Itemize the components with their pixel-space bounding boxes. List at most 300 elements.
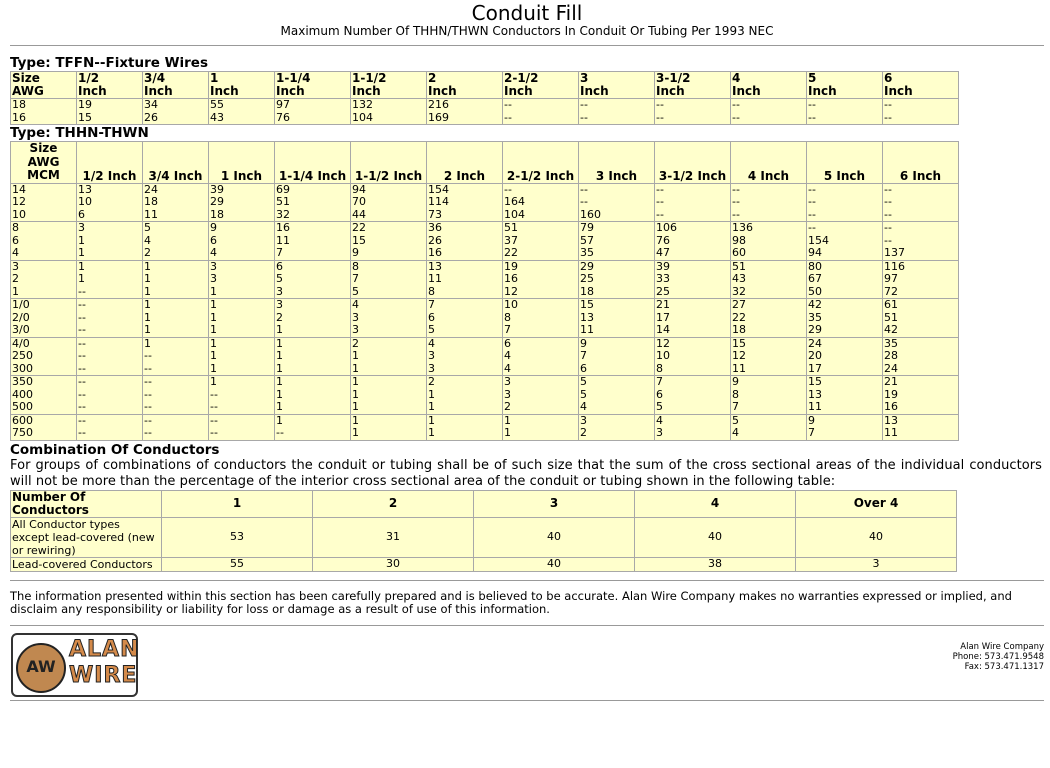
cell-value: --: [884, 207, 892, 221]
cell-value: 80: [808, 260, 822, 273]
cell-value: 1: [428, 414, 435, 427]
cell-value: --: [78, 349, 86, 362]
cell-value: 12: [656, 337, 670, 350]
cell-value: 35: [580, 246, 594, 259]
tffn-column-header: [351, 72, 427, 99]
thhn-cell: [143, 299, 209, 338]
cell-value: 350: [12, 375, 33, 388]
cell-value: 8: [352, 260, 359, 273]
thhn-cell: [731, 414, 807, 440]
cell-value: 6: [12, 233, 19, 247]
thhn-column-header: 2-1/2 Inch: [503, 142, 579, 184]
thhn-group-row: [11, 414, 959, 440]
logo-word-wire: WIRE: [69, 662, 138, 688]
cell-value: --: [78, 323, 86, 336]
percent-value: 53: [162, 517, 313, 557]
cell-value: 16: [12, 110, 26, 124]
cell-value: 11: [732, 361, 746, 375]
cell-value: 1: [144, 298, 151, 311]
cell-value: 1: [144, 272, 151, 285]
percent-value: 40: [635, 517, 796, 557]
cell-value: 11: [276, 233, 290, 247]
cell-value: --: [656, 195, 664, 208]
thhn-group-row: [11, 376, 959, 415]
cell-value: 97: [884, 272, 898, 285]
cell-value: 5: [276, 272, 283, 285]
tffn-cell: [731, 99, 807, 125]
thhn-cell: [731, 376, 807, 415]
cell-value: --: [732, 98, 740, 111]
thhn-cell: [503, 183, 579, 222]
tffn-cell: [209, 99, 275, 125]
thhn-column-header: 3-1/2 Inch: [655, 142, 731, 184]
cell-value: 5: [580, 387, 587, 401]
cell-value: 1: [144, 260, 151, 273]
thhn-cell: [351, 414, 427, 440]
cell-value: 25: [656, 284, 670, 298]
header-line: AWG: [12, 84, 44, 98]
cell-value: 2: [352, 337, 359, 350]
cell-value: 35: [808, 310, 822, 324]
logo-word-alan: ALAN: [69, 636, 140, 662]
thhn-cell: [503, 414, 579, 440]
thhn-column-header: 3 Inch: [579, 142, 655, 184]
cell-value: 2: [276, 310, 283, 324]
thhn-column-header: 1-1/4 Inch: [275, 142, 351, 184]
cell-value: --: [144, 375, 152, 388]
cell-value: 67: [808, 272, 822, 285]
cell-value: 44: [352, 207, 366, 221]
thhn-cell: [503, 260, 579, 299]
cell-value: 10: [12, 207, 26, 221]
cell-value: --: [656, 98, 664, 111]
cell-value: 1: [210, 284, 217, 298]
thhn-cell: [807, 337, 883, 376]
percent-value: 31: [313, 517, 474, 557]
cell-value: 2: [580, 426, 587, 439]
cell-value: 400: [12, 387, 33, 401]
header-line: Inch: [78, 84, 107, 98]
cell-value: --: [656, 110, 664, 124]
cell-value: 164: [504, 195, 525, 208]
cell-value: 6: [504, 337, 511, 350]
cell-value: --: [884, 183, 892, 196]
cell-value: --: [732, 110, 740, 124]
cell-value: --: [78, 387, 86, 401]
cell-value: 97: [276, 98, 290, 111]
thhn-cell: [503, 299, 579, 338]
cell-value: 26: [428, 233, 442, 247]
cell-value: 1: [144, 337, 151, 350]
cell-value: 20: [808, 349, 822, 362]
cell-value: --: [78, 361, 86, 375]
thhn-column-header: 2 Inch: [427, 142, 503, 184]
tffn-cell: [143, 99, 209, 125]
conductors-header: Number Of Conductors: [11, 490, 162, 517]
cell-value: 3: [210, 272, 217, 285]
thhn-cell: [883, 337, 959, 376]
thhn-cell: [655, 183, 731, 222]
cell-value: 2: [428, 375, 435, 388]
thhn-group-row: [11, 299, 959, 338]
cell-value: --: [504, 98, 512, 111]
cell-value: 7: [656, 375, 663, 388]
cell-value: --: [78, 284, 86, 298]
thhn-cell: [11, 376, 77, 415]
cell-value: 8: [656, 361, 663, 375]
cell-value: 39: [656, 260, 670, 273]
thhn-cell: [209, 414, 275, 440]
cell-value: 1: [352, 414, 359, 427]
cell-value: 36: [428, 221, 442, 234]
cell-value: --: [78, 337, 86, 350]
cell-value: 5: [580, 375, 587, 388]
cell-value: 5: [656, 400, 663, 413]
tffn-body-row: [11, 99, 959, 125]
thhn-cell: [579, 376, 655, 415]
cell-value: 3: [78, 221, 85, 234]
thhn-cell: [427, 299, 503, 338]
cell-value: 79: [580, 221, 594, 234]
cell-value: 51: [732, 260, 746, 273]
combination-heading: Combination Of Conductors: [10, 441, 220, 458]
cell-value: 13: [428, 260, 442, 273]
thhn-cell: [807, 299, 883, 338]
cell-value: 1: [144, 323, 151, 336]
cell-value: 18: [210, 207, 224, 221]
cell-value: 1: [276, 361, 283, 375]
cell-value: 42: [808, 298, 822, 311]
thhn-cell: [503, 222, 579, 261]
cell-value: 1: [428, 426, 435, 439]
header-line: Inch: [144, 84, 173, 98]
cell-value: 11: [884, 426, 898, 439]
page: [10, 0, 1044, 701]
cell-value: 1: [78, 272, 85, 285]
tffn-column-header: [427, 72, 503, 99]
tffn-cell: [655, 99, 731, 125]
cell-value: 1: [210, 375, 217, 388]
thhn-cell: [731, 183, 807, 222]
cell-value: 16: [276, 221, 290, 234]
thhn-cell: [351, 260, 427, 299]
cell-value: --: [78, 426, 86, 439]
cell-value: 2: [504, 400, 511, 413]
cell-value: 69: [276, 183, 290, 196]
cell-value: 35: [884, 337, 898, 350]
thhn-column-header: 1 Inch: [209, 142, 275, 184]
cell-value: 1: [276, 323, 283, 336]
disclaimer: The information presented within this section has been carefully prepared and is believed to be accurate. Alan Wire Company makes no warranties expressed or implied, and disclaim any responsibility or liability for loss or damage as a result of use of this information.: [10, 588, 1012, 616]
cell-value: 16: [428, 246, 442, 259]
thhn-cell: [503, 337, 579, 376]
tffn-column-header: [655, 72, 731, 99]
cell-value: 94: [352, 183, 366, 196]
cell-value: 51: [504, 221, 518, 234]
cell-value: --: [210, 400, 218, 413]
thhn-cell: [883, 376, 959, 415]
thhn-cell: [143, 414, 209, 440]
cell-value: 4: [656, 414, 663, 427]
cell-value: --: [504, 183, 512, 196]
cell-value: 15: [808, 375, 822, 388]
cell-value: 13: [808, 387, 822, 401]
thhn-cell: [209, 376, 275, 415]
thhn-cell: [11, 260, 77, 299]
cell-value: 51: [276, 195, 290, 208]
cell-value: 7: [504, 323, 511, 336]
cell-value: 43: [210, 110, 224, 124]
cell-value: 4: [144, 233, 151, 247]
cell-value: 15: [732, 337, 746, 350]
thhn-cell: [11, 337, 77, 376]
cell-value: 154: [808, 233, 829, 247]
thhn-column-header: 1-1/2 Inch: [351, 142, 427, 184]
cell-value: 12: [504, 284, 518, 298]
thhn-cell: [427, 183, 503, 222]
cell-value: 21: [884, 375, 898, 388]
thhn-cell: [579, 183, 655, 222]
cell-value: 19: [504, 260, 518, 273]
cell-value: --: [884, 110, 892, 124]
cell-value: 9: [352, 246, 359, 259]
cell-value: 1: [276, 414, 283, 427]
thhn-cell: [275, 299, 351, 338]
thhn-cell: [209, 183, 275, 222]
cell-value: 11: [580, 323, 594, 336]
cell-value: 29: [808, 323, 822, 336]
cell-value: --: [884, 195, 892, 208]
cell-value: --: [210, 414, 218, 427]
percent-value: 38: [635, 557, 796, 571]
percent-value: 40: [796, 517, 957, 557]
thhn-cell: [209, 260, 275, 299]
cell-value: 300: [12, 361, 33, 375]
cell-value: 2: [12, 272, 19, 285]
cell-value: 9: [732, 375, 739, 388]
cell-value: 61: [884, 298, 898, 311]
header-line: Size: [12, 71, 40, 85]
cell-value: 137: [884, 246, 905, 259]
thhn-cell: [77, 376, 143, 415]
row-label: Lead-covered Conductors: [11, 557, 162, 571]
tffn-heading: Type: TFFN--Fixture Wires: [10, 55, 208, 71]
cell-value: 6: [276, 260, 283, 273]
tffn-column-header: [143, 72, 209, 99]
cell-value: 3: [210, 260, 217, 273]
cell-value: 1: [276, 349, 283, 362]
tffn-cell: [275, 99, 351, 125]
thhn-cell: [807, 414, 883, 440]
alan-wire-logo[interactable]: [11, 633, 138, 697]
thhn-cell: [143, 183, 209, 222]
thhn-cell: [883, 299, 959, 338]
count-header: 3: [474, 490, 635, 517]
cell-value: 18: [144, 195, 158, 208]
cell-value: 1: [144, 284, 151, 298]
percent-value: 3: [796, 557, 957, 571]
cell-value: 5: [428, 323, 435, 336]
cell-value: 10: [78, 195, 92, 208]
cell-value: 136: [732, 221, 753, 234]
tffn-header-row: [11, 72, 959, 99]
cell-value: --: [884, 233, 892, 247]
cell-value: 8: [504, 310, 511, 324]
cell-value: 106: [656, 221, 677, 234]
cell-value: --: [144, 414, 152, 427]
cell-value: 132: [352, 98, 373, 111]
cell-value: 14: [12, 183, 26, 196]
cell-value: 2/0: [12, 310, 30, 324]
thhn-cell: [427, 337, 503, 376]
thhn-cell: [427, 260, 503, 299]
thhn-cell: [275, 414, 351, 440]
thhn-cell: [77, 337, 143, 376]
cell-value: 18: [12, 98, 26, 111]
thhn-cell: [579, 299, 655, 338]
tffn-cell: [503, 99, 579, 125]
thhn-cell: [351, 299, 427, 338]
cell-value: 29: [580, 260, 594, 273]
cell-value: 2: [144, 246, 151, 259]
cell-value: 4: [580, 400, 587, 413]
header-line: 1: [210, 71, 219, 85]
cell-value: --: [504, 110, 512, 124]
cell-value: --: [732, 207, 740, 221]
cell-value: 1: [78, 260, 85, 273]
tffn-column-header: [503, 72, 579, 99]
cell-value: --: [276, 426, 284, 439]
cell-value: --: [808, 221, 816, 234]
thhn-cell: [143, 222, 209, 261]
company-phone: Phone: 573.471.9548: [952, 651, 1044, 662]
cell-value: --: [884, 98, 892, 111]
cell-value: --: [656, 207, 664, 221]
cell-value: 1: [210, 361, 217, 375]
cell-value: 7: [808, 426, 815, 439]
cell-value: 21: [656, 298, 670, 311]
header-line: 2-1/2: [504, 71, 539, 85]
cell-value: 24: [884, 361, 898, 375]
cell-value: 22: [504, 246, 518, 259]
header-line: Inch: [276, 84, 305, 98]
thhn-cell: [77, 260, 143, 299]
thhn-column-header: 1/2 Inch: [77, 142, 143, 184]
cell-value: 14: [656, 323, 670, 336]
thhn-cell: [883, 414, 959, 440]
cell-value: 3: [504, 387, 511, 401]
cell-value: 1: [504, 426, 511, 439]
thhn-cell: [143, 260, 209, 299]
tffn-cell: [807, 99, 883, 125]
cell-value: 43: [732, 272, 746, 285]
thhn-cell: [579, 414, 655, 440]
header-line: 1/2: [78, 71, 100, 85]
thhn-cell: [143, 376, 209, 415]
cell-value: 28: [884, 349, 898, 362]
cell-value: 25: [580, 272, 594, 285]
cell-value: 3: [276, 298, 283, 311]
percent-value: 40: [474, 557, 635, 571]
cell-value: 3: [352, 323, 359, 336]
tffn-column-header: [11, 72, 77, 99]
thhn-cell: [427, 414, 503, 440]
cell-value: 60: [732, 246, 746, 259]
cell-value: 4: [210, 246, 217, 259]
cell-value: 73: [428, 207, 442, 221]
thhn-group-row: [11, 260, 959, 299]
cell-value: 8: [428, 284, 435, 298]
cell-value: 51: [884, 310, 898, 324]
cell-value: 1/0: [12, 298, 30, 311]
cell-value: 11: [808, 400, 822, 413]
cell-value: 4: [732, 426, 739, 439]
cell-value: 1: [276, 337, 283, 350]
cell-value: 1: [428, 387, 435, 401]
count-header: 1: [162, 490, 313, 517]
divider: [10, 700, 1044, 701]
thhn-cell: [351, 376, 427, 415]
combination-description: For groups of combinations of conductors the conduit or tubing shall be of such size that the sum of the cross sectional areas of the individual conductors will not be more than the percentage of the interior cross sectional area of the conduit or tubing shown in the following table:: [10, 457, 1042, 489]
cell-value: 22: [352, 221, 366, 234]
cell-value: 10: [504, 298, 518, 311]
header-line: 6: [884, 71, 893, 85]
tffn-column-header: [77, 72, 143, 99]
cell-value: --: [580, 183, 588, 196]
cell-value: 94: [808, 246, 822, 259]
cell-value: 3: [504, 375, 511, 388]
count-header: Over 4: [796, 490, 957, 517]
cell-value: 6: [78, 207, 85, 221]
cell-value: --: [808, 98, 816, 111]
thhn-cell: [11, 299, 77, 338]
cell-value: 6: [428, 310, 435, 324]
cell-value: 1: [352, 400, 359, 413]
cell-value: 5: [144, 221, 151, 234]
tffn-column-header: [807, 72, 883, 99]
cell-value: --: [144, 400, 152, 413]
thhn-cell: [209, 299, 275, 338]
cell-value: 114: [428, 195, 449, 208]
cell-value: 1: [210, 298, 217, 311]
tffn-cell: [351, 99, 427, 125]
thhn-cell: [209, 337, 275, 376]
thhn-cell: [275, 337, 351, 376]
thhn-column-header: 5 Inch: [807, 142, 883, 184]
thhn-table: [10, 141, 959, 441]
thhn-cell: [351, 337, 427, 376]
thhn-heading: Type: THHN-THWN: [10, 125, 149, 141]
cell-value: --: [808, 183, 816, 196]
cell-value: 98: [732, 233, 746, 247]
cell-value: 500: [12, 400, 33, 413]
header-line: 3: [580, 71, 589, 85]
cell-value: 18: [580, 284, 594, 298]
thhn-cell: [731, 222, 807, 261]
cell-value: 6: [656, 387, 663, 401]
cell-value: 1: [352, 349, 359, 362]
tffn-cell: [77, 99, 143, 125]
tffn-cell: [11, 99, 77, 125]
cell-value: 3: [276, 284, 283, 298]
cell-value: 13: [78, 183, 92, 196]
thhn-cell: [655, 299, 731, 338]
contact-info: [953, 642, 1044, 672]
thhn-cell: [731, 337, 807, 376]
cell-value: 8: [12, 221, 19, 234]
cell-value: 1: [144, 310, 151, 324]
cell-value: 47: [656, 246, 670, 259]
